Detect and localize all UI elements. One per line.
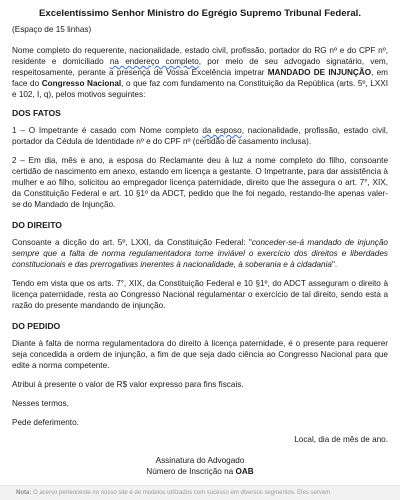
direito-1-quote: conceder-se-á mandado de injunção sempre que a falta de norma regulamentadora torne inviável o exercício dos direitos e liberdades constitucionais e das prerrogativas inerentes à nacionalidade, à soberania e à cidadania [12, 238, 388, 269]
fatos-1-text-2: , nacionalidade, profissão, estado civil, portador da Cédula de Identidade nº e do CPF nº (certidão de casamento inclusa). [12, 126, 388, 146]
intro-text-4: , o que faz com fundamento na Constituição da República (arts. 5º, LXXI e 102, I, q), pelos motivos seguintes: [12, 79, 388, 99]
intro-text-1: Nome completo do requerente, nacionalidade, estado civil, profissão, portador do RG nº e do CPF nº, residente e domiciliado [12, 46, 388, 66]
signature-line-2-text: Número de Inscrição na [146, 467, 236, 476]
direito-1-text-2: ". [331, 260, 338, 269]
signature-oab: OAB [235, 467, 254, 476]
intro-paragraph [12, 45, 388, 100]
document-title: Excelentíssimo Senhor Ministro do Egrégio Supremo Tribunal Federal. [39, 8, 361, 19]
signature-block [12, 455, 388, 477]
spacing-note: (Espaço de 15 linhas) [12, 25, 92, 34]
section-heading-fatos: DOS FATOS [12, 108, 61, 118]
signature-line-1: Assinatura do Advogado [155, 456, 245, 465]
footer-note-text: O acervo pertencente no nosso site é de modelos utilizados com sucesso em diversos segmentos. Eles servem [31, 490, 331, 496]
pedido-paragraph-1: Diante à falta de norma regulamentadora do direito à licença paternidade, é o presente para requerer seja concedida a ordem de injunção, a fim de que seja dado ciência ao Congresso Nacional para que edite a norma competente. [12, 339, 388, 370]
section-heading-pedido: DO PEDIDO [12, 321, 61, 331]
section-heading-direito: DO DIREITO [12, 220, 62, 230]
closing-line-1: Nesses termos, [12, 399, 69, 408]
place-date-line: Local, dia de mês de ano. [294, 435, 388, 444]
intro-bold-injunction: MANDADO DE INJUNÇÃO [267, 68, 372, 77]
intro-bold-congress: Congresso Nacional [41, 79, 122, 88]
fatos-paragraph-1 [12, 125, 388, 147]
fatos-paragraph-2: 2 – Em dia, mês e ano, a esposa do Reclamante deu à luz a nome completo do filho, consoante certidão de nascimento em anexo, estando em licença a gestante. O Impetrante, para dar assistência à mulher e ao filho, solicitou ao empregador licença paternidade, direito que lhe assegura o art. 7°, XIX, da Constituição Federal e art. 10 §1º da ADCT, pedido que lhe foi negado, restando-lhe apenas valer-se do Mandado de Injunção. [12, 156, 388, 209]
fatos-1-text-1: 1 – O Impetrante é casado com Nome completo [12, 126, 203, 135]
intro-text-2: , por meio de seu advogado signatário, vem, respeitosamente, perante a presença de Vossa Excelência impetrar [12, 57, 388, 77]
spouse-placeholder-link[interactable]: da esposo [202, 126, 242, 135]
footer-note [0, 485, 400, 500]
closing-line-2: Pede deferimento. [12, 418, 79, 427]
direito-paragraph-1 [12, 237, 388, 270]
pedido-paragraph-2: Atribui à presente o valor de R$ valor expresso para fins fiscais. [12, 380, 244, 389]
direito-1-text-1: Consoante a dicção do art. 5º, LXXI, da Constituição Federal: " [12, 238, 252, 247]
signature-line-2 [12, 466, 388, 477]
footer-note-label: Nota: [16, 490, 32, 496]
intro-text-3: , em face do [12, 68, 388, 88]
direito-paragraph-2: Tendo em vista que os arts. 7°, XIX, da Constituição Federal e 10 §1º, do ADCT asseguram o direito à licença paternidade, resta ao Congresso Nacional regulamentar o exercício de tal direito, sendo esta a razão do presente mandando de injunção. [12, 279, 388, 310]
address-placeholder-link[interactable]: na endereço completo [109, 57, 199, 66]
